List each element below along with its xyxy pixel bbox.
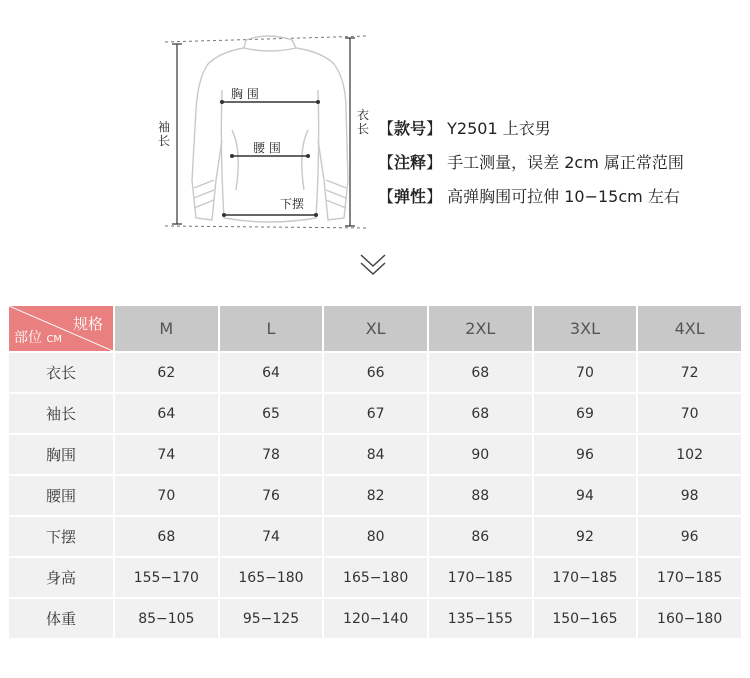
size-header: L [220,306,323,351]
shirt-outline-icon [150,30,380,235]
table-cell: 62 [115,353,218,392]
info-row-note: 【注释】 手工测量，误差 2cm 属正常范围 [378,153,684,172]
row-label: 胸围 [9,435,113,474]
table-cell: 67 [324,394,427,433]
info-row-style-number: 【款号】 Y2501 上衣男 [378,119,551,138]
table-cell: 98 [638,476,741,515]
info-value: 手工测量，误差 2cm 属正常范围 [447,153,684,172]
table-header-row [9,306,741,351]
corner-spec-label: 规格 [72,315,103,333]
table-cell: 170−185 [638,558,741,597]
table-row [9,394,741,433]
row-label: 身高 [9,558,113,597]
table-row [9,558,741,597]
size-table [7,304,743,640]
table-row [9,517,741,556]
info-value: Y2501 上衣男 [447,119,551,138]
row-label: 袖长 [9,394,113,433]
table-cell: 85−105 [115,599,218,638]
table-cell: 84 [324,435,427,474]
garment-diagram [150,30,380,235]
table-cell: 72 [638,353,741,392]
table-cell: 82 [324,476,427,515]
double-chevron-down-icon [358,252,388,282]
table-cell: 68 [429,353,532,392]
row-label: 体重 [9,599,113,638]
table-row [9,599,741,638]
table-cell: 150−165 [534,599,637,638]
table-cell: 64 [220,353,323,392]
table-cell: 90 [429,435,532,474]
table-row [9,476,741,515]
table-cell: 70 [638,394,741,433]
table-cell: 74 [115,435,218,474]
table-cell: 95−125 [220,599,323,638]
table-cell: 165−180 [220,558,323,597]
sleeve-length-label: 袖长 [158,120,171,148]
table-cell: 69 [534,394,637,433]
corner-unit-label: CM [46,334,63,345]
table-cell: 70 [534,353,637,392]
info-key: 弹性 [394,187,427,206]
row-label: 衣长 [9,353,113,392]
table-cell: 86 [429,517,532,556]
table-cell: 80 [324,517,427,556]
table-cell: 92 [534,517,637,556]
info-value: 高弹胸围可拉伸 10−15cm 左右 [447,187,680,206]
table-cell: 66 [324,353,427,392]
hem-label: 下摆 [280,197,305,211]
waist-label: 腰 围 [253,141,281,155]
table-cell: 170−185 [429,558,532,597]
chest-label: 胸 围 [231,87,259,101]
row-label: 腰围 [9,476,113,515]
body-length-label: 衣长 [357,108,370,136]
table-row [9,353,741,392]
table-cell: 96 [638,517,741,556]
table-cell: 155−170 [115,558,218,597]
table-cell: 94 [534,476,637,515]
table-cell: 120−140 [324,599,427,638]
info-key: 款号 [394,119,427,138]
table-cell: 78 [220,435,323,474]
table-cell: 170−185 [534,558,637,597]
table-cell: 165−180 [324,558,427,597]
table-cell: 64 [115,394,218,433]
table-cell: 68 [429,394,532,433]
table-cell: 88 [429,476,532,515]
table-cell: 65 [220,394,323,433]
size-header: 2XL [429,306,532,351]
table-cell: 70 [115,476,218,515]
table-cell: 74 [220,517,323,556]
size-header: 4XL [638,306,741,351]
table-cell: 102 [638,435,741,474]
size-header: 3XL [534,306,637,351]
info-row-elasticity: 【弹性】 高弹胸围可拉伸 10−15cm 左右 [378,187,680,206]
size-header: M [115,306,218,351]
info-key: 注释 [394,153,427,172]
table-cell: 76 [220,476,323,515]
size-header: XL [324,306,427,351]
product-info [378,116,684,218]
table-cell: 135−155 [429,599,532,638]
table-row [9,435,741,474]
table-corner-cell [9,306,113,351]
corner-part-label: 部位 CM [14,330,63,346]
table-cell: 68 [115,517,218,556]
table-cell: 160−180 [638,599,741,638]
row-label: 下摆 [9,517,113,556]
table-cell: 96 [534,435,637,474]
